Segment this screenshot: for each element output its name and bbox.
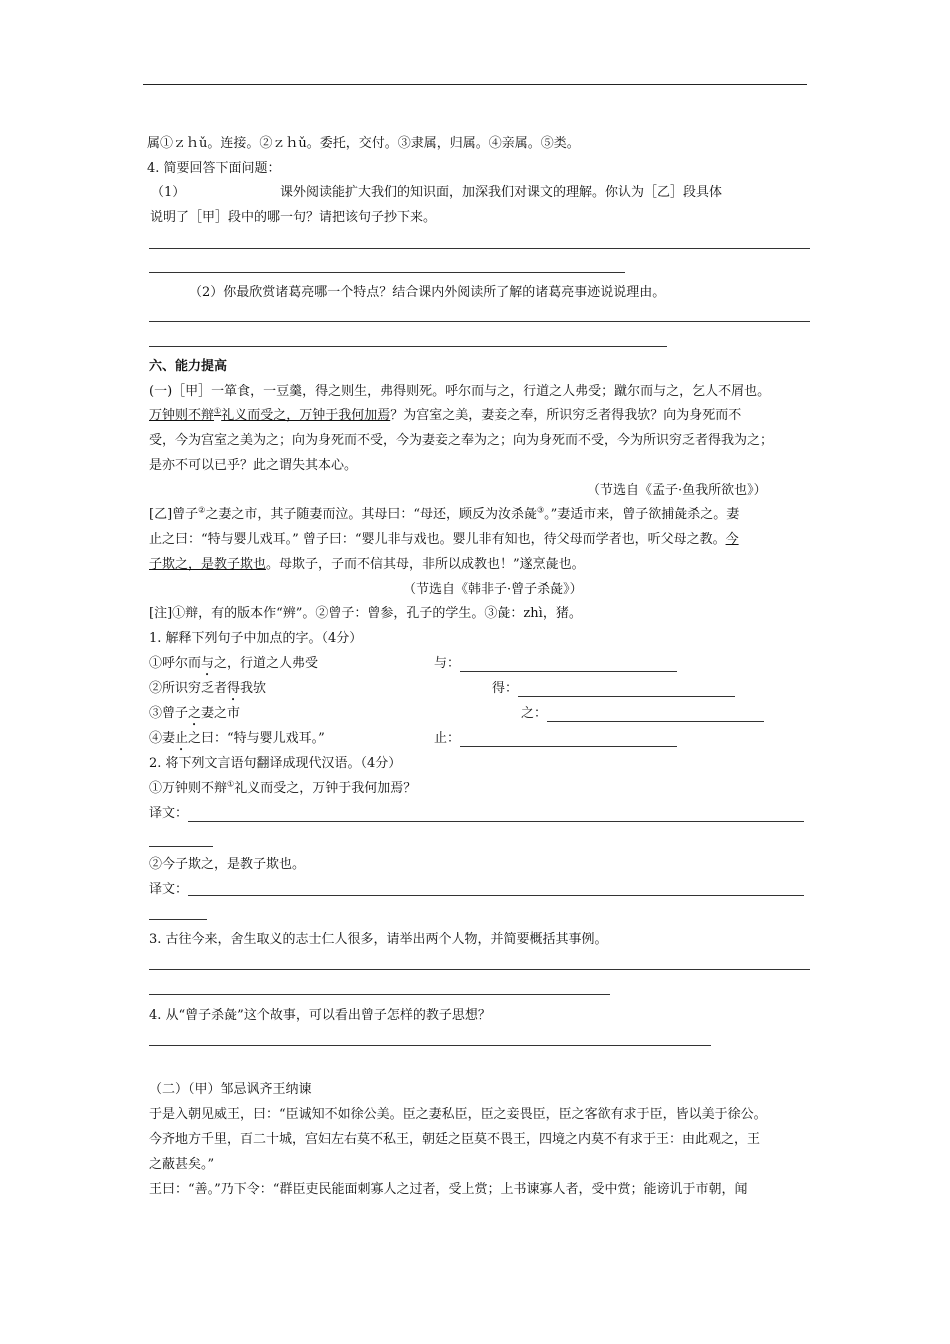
answer-line[interactable] [149,248,810,249]
answer-line[interactable] [188,821,804,822]
question-4-1-number: （1） [151,185,186,200]
q1-item: ④妻止之曰：“特与婴儿戏耳。” [149,731,325,746]
passage-yi-line [149,507,739,523]
q1-answer-label: 得： [492,681,519,696]
passage-yi-line [149,557,585,573]
passage-text: 。母欺子，子而不信其母，非所以成教也！”遂烹彘也。 [266,557,585,572]
header-rule [143,84,807,85]
question-2-heading: 2. 将下列文言语句翻译成现代汉语。（4分） [149,756,402,771]
passage-yi-source: （节选自《韩非子·曾子杀彘》） [403,582,583,597]
passage-2-title: （二）（甲）邹忌讽齐王纳谏 [149,1082,312,1097]
answer-line[interactable] [149,1045,711,1046]
underlined-sentence: 万钟则不辩 [149,408,215,423]
question-4-heading: 4. 简要回答下面问题： [147,161,281,176]
q1-item: ①呼尔而与之，行道之人弗受 [149,656,319,671]
passage-text: ？为宫室之美，妻妾之奉，所识穷乏者得我欤？向为身死而不 [390,408,742,423]
answer-line[interactable] [547,721,764,722]
word-definition-line: 属①ｚｈǔ。连接。②ｚｈǔ。委托，交付。③隶属，归属。④亲属。⑤类。 [147,136,580,151]
answer-line[interactable] [149,321,810,322]
answer-line[interactable] [149,846,213,847]
underlined-sentence: 礼义而受之，万钟于我何加焉 [221,408,391,423]
q1-answer-label: 与： [434,656,461,671]
footnotes: [注]①辩，有的版本作“辨”。②曾子：曾参，孔子的学生。③彘：zhì，猪。 [149,606,582,621]
passage-text: 止之曰：“特与婴儿戏耳。” 曾子曰：“婴儿非与戏也。婴儿非有知也，待父母而学者也，听父母之教。 [149,532,726,547]
passage-jia-line [149,408,741,424]
q1-answer-label: 止： [434,731,461,746]
section-6-title: 六、能力提高 [149,359,228,374]
passage-jia-source: （节选自《孟子·鱼我所欲也》） [587,483,767,498]
q2-sentence-1: ①万钟则不辩①礼义而受之，万钟于我何加焉？ [149,779,417,796]
answer-line[interactable] [460,671,677,672]
footnote-marker: ③ [536,505,545,515]
passage-yi-line [149,532,739,548]
answer-line[interactable] [460,746,677,747]
answer-line[interactable] [149,994,610,995]
answer-line[interactable] [518,696,735,697]
passage-text: 之妻之市，其子随妻而泣。其母曰：“母还，顾反为汝杀彘 [205,507,537,522]
translation-label: 译文： [149,806,189,821]
footnote-marker: ① [227,779,235,789]
q1-item: ②所识穷乏者得我欤 [149,681,267,696]
question-4-1-text-cont: 说明了［甲］段中的哪一句？请把该句子抄下来。 [150,210,437,225]
underlined-sentence: 今 [725,532,739,547]
dotted-word: 止 [175,731,189,746]
passage-jia-line: 受，今为宫室之美为之；向为身死而不受，今为妻妾之奉为之；向为身死而不受，今为所识穷乏者得我为之； [149,433,774,448]
passage-2-line: 于是入朝见威王，曰：“臣诚知不如徐公美。臣之妻私臣，臣之妾畏臣，臣之客欲有求于臣，皆以美于徐公。 [149,1107,767,1122]
passage-text: [乙]曾子 [149,507,199,522]
answer-line[interactable] [149,346,667,347]
passage-2-line: 王曰：“善。”乃下令：“群臣吏民能面刺寡人之过者，受上赏；上书谏寡人者，受中赏；能谤讥于市朝，闻 [149,1182,748,1197]
q2-sentence-2: ②今子欺之，是教子欺也。 [149,857,306,872]
passage-jia-line: 是亦不可以已乎？此之谓失其本心。 [149,458,358,473]
passage-2-line: 今齐地方千里，百二十城，宫妇左右莫不私王，朝廷之臣莫不畏王，四境之内莫不有求于王：由此观之，王 [149,1132,761,1147]
question-4-2: （2）你最欣赏诸葛亮哪一个特点？结合课内外阅读所了解的诸葛亮事迹说说理由。 [189,285,666,300]
answer-line[interactable] [149,919,207,920]
dotted-word: 与 [201,656,215,671]
q1-answer-label: 之： [521,706,548,721]
question-1-heading: 1. 解释下列句子中加点的字。（4分） [149,631,363,646]
question-4-1-text: 课外阅读能扩大我们的知识面，加深我们对课文的理解。你认为［乙］段具体 [280,185,723,200]
dotted-word: 之 [188,706,202,721]
underlined-sentence: 子欺之，是教子欺也 [149,557,267,572]
answer-line[interactable] [149,969,810,970]
q1-item: ③曾子之妻之市 [149,706,241,721]
passage-text: 。”妻适市来，曾子欲捕彘杀之。妻 [544,507,740,522]
passage-2-line: 之蔽甚矣。” [149,1157,215,1172]
footnote-marker: ① [214,406,222,416]
question-4: 4. 从“曾子杀彘”这个故事，可以看出曾子怎样的教子思想？ [149,1008,491,1023]
answer-line[interactable] [149,272,625,273]
dotted-word: 得 [227,681,241,696]
passage-jia-line: (一)［甲］一箪食，一豆羹，得之则生，弗得则死。呼尔而与之，行道之人弗受；蹴尔而与之，乞人不屑也。 [149,384,771,399]
answer-line[interactable] [188,895,804,896]
translation-label: 译文： [149,882,189,897]
question-3: 3. 古往今来，舍生取义的志士仁人很多，请举出两个人物，并简要概括其事例。 [149,932,608,947]
footnote-marker: ② [198,505,206,515]
